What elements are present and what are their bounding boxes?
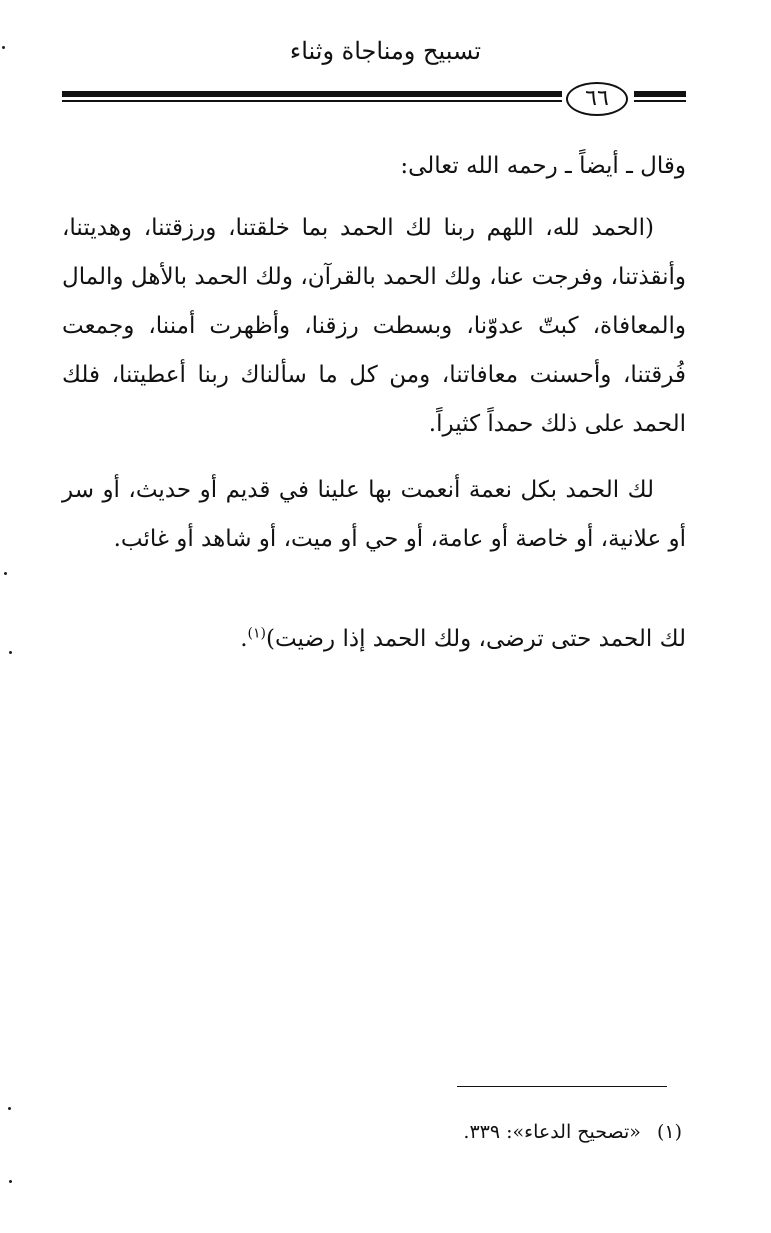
closing-period: . <box>240 626 248 652</box>
page-number: ٦٦ <box>566 82 628 116</box>
paragraph-2: لك الحمد بكل نعمة أنعمت بها علينا في قديم أو حديث، أو سر أو علانية، أو خاصة أو عامة، أو حي أو ميت، أو شاهد أو غائب. <box>62 477 686 552</box>
footnote-separator <box>457 1086 667 1087</box>
intro-line: وقال ـ أيضاً ـ رحمه الله تعالى: <box>400 153 686 179</box>
header-rule-right <box>634 91 686 97</box>
header-rule-left <box>62 91 562 97</box>
running-title: تسبيح ومناجاة وثناء <box>289 37 482 65</box>
footnote-text: «تصحيح الدعاء»: ٣٣٩. <box>463 1121 641 1143</box>
closing-text: لك الحمد حتى ترضى، ولك الحمد إذا رضيت) <box>266 626 686 652</box>
footnote-marker: (١) <box>656 1121 682 1143</box>
scan-speck <box>8 1107 11 1110</box>
scan-speck <box>2 46 5 49</box>
footnote <box>62 1117 682 1147</box>
scan-speck <box>4 572 7 575</box>
footnote-reference[interactable]: (١) <box>247 625 266 642</box>
paragraph-1: (الحمد لله، اللهم ربنا لك الحمد بما خلقتنا، ورزقتنا، وهديتنا، وأنقذتنا، وفرجت عنا، ولك الحمد بالقرآن، ولك الحمد بالأهل والمال والمعافاة، كبتّ عدوّنا، وبسطت رزقنا، وأظهرت أمننا، وجمعت فُرقتنا، وأحسنت معافاتنا، ومن كل ما سألناك ربنا أعطيتنا، فلك الحمد على ذلك حمداً كثيراً. <box>62 215 686 437</box>
scan-speck <box>9 651 12 654</box>
scan-speck <box>9 1180 12 1183</box>
closing-line <box>62 615 686 664</box>
